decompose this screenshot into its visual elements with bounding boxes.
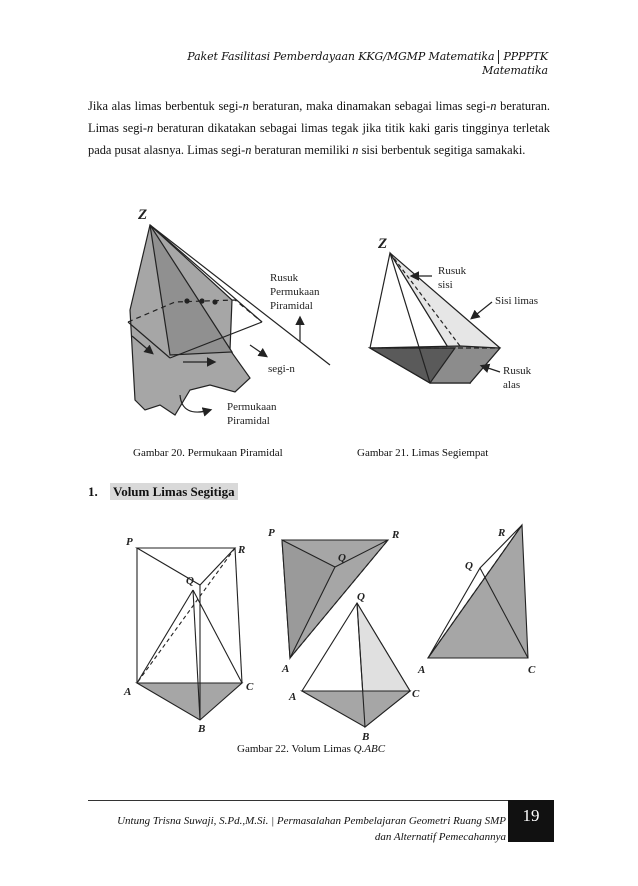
figure-22-prism bbox=[137, 548, 242, 720]
caption-fig21: Gambar 21. Limas Segiempat bbox=[357, 447, 489, 459]
figure-20-pyramidal-surface bbox=[128, 225, 330, 415]
footer-line-1: Untung Trisna Suwaji, S.Pd.,M.Si. | Permasalahan Pembelajaran Geometri Ruang SMP bbox=[117, 815, 506, 827]
fig21-label-sisi-limas: Sisi limas bbox=[495, 295, 539, 307]
para-var: n bbox=[245, 143, 252, 157]
prism-label-Q: Q bbox=[186, 575, 194, 587]
page-number: 19 bbox=[508, 800, 554, 842]
fig20-label-segi: segi-n bbox=[268, 363, 295, 375]
fig21-label-rusuk-alas-2: alas bbox=[503, 379, 521, 391]
piece1-label-A: A bbox=[282, 663, 290, 675]
fig20-label-rusuk-1: Rusuk bbox=[270, 272, 299, 284]
prism-label-P: P bbox=[126, 536, 133, 548]
piece2-base bbox=[302, 691, 410, 727]
arrow bbox=[250, 345, 266, 356]
piece3-label-R: R bbox=[498, 527, 506, 539]
fig20-label-permukaan-2: Piramidal bbox=[227, 415, 270, 427]
para-text: beraturan, maka dinamakan sebagai limas segi- bbox=[248, 99, 491, 113]
arrow bbox=[482, 366, 500, 372]
fig20-apex-label: Z bbox=[138, 207, 148, 223]
prism-inner bbox=[137, 590, 193, 683]
fig20-label-permukaan-1: Permukaan bbox=[227, 401, 277, 413]
piece2-label-B: B bbox=[362, 731, 370, 743]
section-number: 1. bbox=[88, 484, 98, 499]
prism-label-A: A bbox=[124, 686, 132, 698]
dot bbox=[199, 298, 204, 303]
piece1-label-R: R bbox=[392, 529, 400, 541]
prism-inner-dashed bbox=[137, 548, 235, 683]
piece2-label-Q: Q bbox=[357, 591, 365, 603]
para-var: n bbox=[490, 99, 497, 113]
para-text: beraturan memiliki bbox=[251, 143, 353, 157]
fig20-label-rusuk-3: Piramidal bbox=[270, 300, 313, 312]
dot bbox=[212, 299, 217, 304]
fig21-label-rusuk-sisi-2: sisi bbox=[438, 279, 453, 291]
figure-22-piece-3 bbox=[428, 525, 528, 658]
caption-fig20: Gambar 20. Permukaan Piramidal bbox=[133, 447, 283, 459]
prism-label-B: B bbox=[198, 723, 206, 735]
piece1-label-P: P bbox=[268, 527, 275, 539]
caption-fig22 bbox=[237, 743, 385, 755]
caption-fig22-text: Gambar 22. Volum Limas bbox=[237, 743, 354, 755]
piece3-label-Q: Q bbox=[465, 560, 473, 572]
para-text: beraturan dikatakan sebagai limas tegak jika titik kaki garis tingginya terletak pada pusat alasnya. Limas segi- bbox=[88, 121, 551, 157]
header-right: PPPPTK Matematika bbox=[482, 50, 548, 77]
para-text: Jika alas limas berbentuk segi- bbox=[88, 99, 243, 113]
header-left: Paket Fasilitasi Pemberdayaan KKG/MGMP Matematika bbox=[187, 50, 495, 63]
footer-rule bbox=[88, 800, 508, 801]
section-heading bbox=[88, 484, 238, 500]
dot bbox=[184, 298, 189, 303]
section-title: Volum Limas Segitiga bbox=[110, 483, 238, 500]
fig21-label-rusuk-alas-1: Rusuk bbox=[503, 365, 532, 377]
arrow bbox=[472, 302, 492, 318]
fig21-label-rusuk-sisi-1: Rusuk bbox=[438, 265, 467, 277]
fig20-label-rusuk-2: Permukaan bbox=[270, 286, 320, 298]
figure-21-square-pyramid bbox=[370, 253, 500, 383]
running-footer bbox=[88, 813, 506, 845]
piece2-label-C: C bbox=[412, 688, 420, 700]
para-var: n bbox=[242, 99, 249, 113]
caption-fig22-italic: Q.ABC bbox=[353, 743, 386, 755]
prism-base bbox=[137, 683, 242, 720]
piece1-label-Q: Q bbox=[338, 552, 346, 564]
piece3-label-A: A bbox=[418, 664, 426, 676]
para-text: sisi berbentuk segitiga samakaki. bbox=[358, 143, 526, 157]
footer-line-2: dan Alternatif Pemecahannya bbox=[374, 831, 506, 843]
fig21-apex-label: Z bbox=[378, 236, 388, 252]
prism-label-R: R bbox=[238, 544, 246, 556]
para-var: n bbox=[146, 121, 154, 135]
prism-edge bbox=[235, 548, 242, 683]
para-var: n bbox=[352, 143, 359, 157]
piece3-label-C: C bbox=[528, 664, 536, 676]
piece3-face bbox=[428, 525, 528, 658]
prism-label-C: C bbox=[246, 681, 254, 693]
para-text: beraturan. Limas segi- bbox=[88, 99, 550, 135]
piece2-label-A: A bbox=[289, 691, 297, 703]
